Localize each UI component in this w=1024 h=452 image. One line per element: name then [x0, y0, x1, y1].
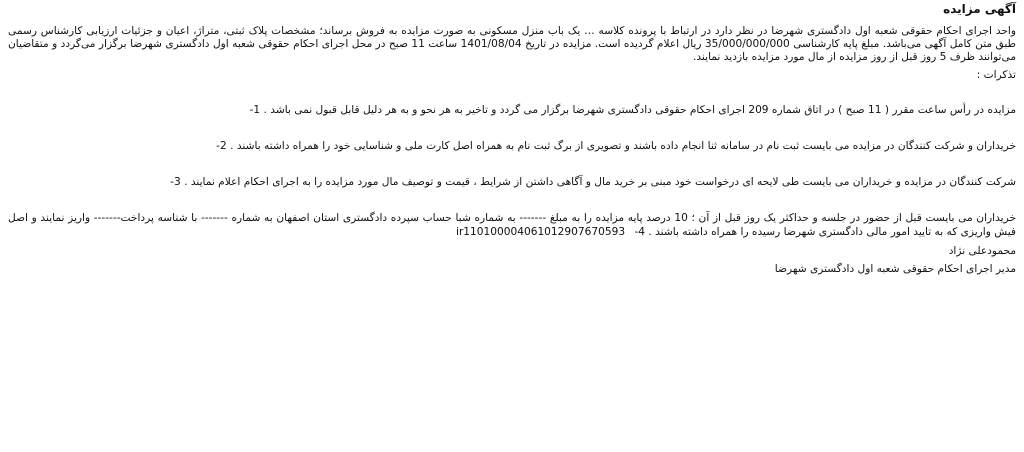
note-text: خریداران و شرکت کنندگان در مزایده می بایست ثبت نام در سامانه ثنا انجام داده باشند و تصویری از برگ ثبت نام به همراه اصل کارت ملی و شناسایی خود را همراه داشته باشند .	[230, 139, 1016, 152]
note-number: 1-	[249, 103, 261, 116]
notice-title: آگهی مزایده	[943, 2, 1016, 16]
signature-role: مدیر اجرای احکام حقوقی شعبه اول دادگستری شهرضا	[774, 262, 1016, 275]
note-text: مزایده در رأس ساعت مقرر ( 11 صبح ) در اتاق شماره 209 اجرای احکام حقوقی دادگستری شهرضا برگزار می گردد و تاخیر به هر نحو و به هر دلیل قابل قبول نمی باشد .	[263, 103, 1016, 116]
notes-heading: تذکرات :	[976, 68, 1016, 81]
signature-name: محمودعلی نژاد	[948, 244, 1016, 257]
note-text: شرکت کنندگان در مزایده و خریداران می بایست طی لایحه ای درخواست خود مبنی بر خرید مال و آگاهی داشتن از شرایط ، قیمت و توصیف مال مورد مزایده را به اجرای احکام اعلام نمایند .	[184, 175, 1016, 188]
note-item-1	[8, 103, 1016, 117]
note-item-4	[8, 211, 1016, 239]
note-item-3	[8, 175, 1016, 189]
iban-number: ir110100004061012907670593	[456, 225, 626, 238]
notice-body-paragraph: واحد اجرای احکام حقوقی شعبه اول دادگستری شهرضا در نظر دارد در ارتباط با پرونده کلاسه … یک باب منزل مسکونی به صورت مزایده به فروش برساند؛ مشخصات پلاک ثبتی، متراژ، اعیان و جزئیات ارزیابی کارشناس رسمی طبق متن کامل آگهی می‌باشد. مبلغ پایه کارشناسی 35/000/000/000 ریال اعلام گردیده است. مزایده در تاریخ 1401/08/04 ساعت 11 صبح در محل اجرای احکام حقوقی شعبه اول دادگستری شهرضا برگزار می‌گردد و متقاضیان می‌توانند ظرف 5 روز قبل از روز مزایده از مال مورد مزایده بازدید نمایند.	[8, 25, 1016, 64]
note-item-2	[8, 139, 1016, 153]
note-number: 2-	[216, 139, 227, 152]
note-text: خریداران می بایست قبل از حضور در جلسه و حداکثر یک روز قبل از آن ؛ 10 درصد پایه مزایده را به مبلغ ------- به شماره شبا حساب سپرده دادگستری استان اصفهان به شماره ------- با شناسه پرداخت------- واریز نمایند و اصل فیش واریزی که به تایید امور مالی دادگستری شهرضا رسیده را همراه داشته باشند .	[8, 211, 1016, 238]
note-number: 3-	[170, 175, 181, 188]
note-number: 4-	[634, 225, 646, 238]
